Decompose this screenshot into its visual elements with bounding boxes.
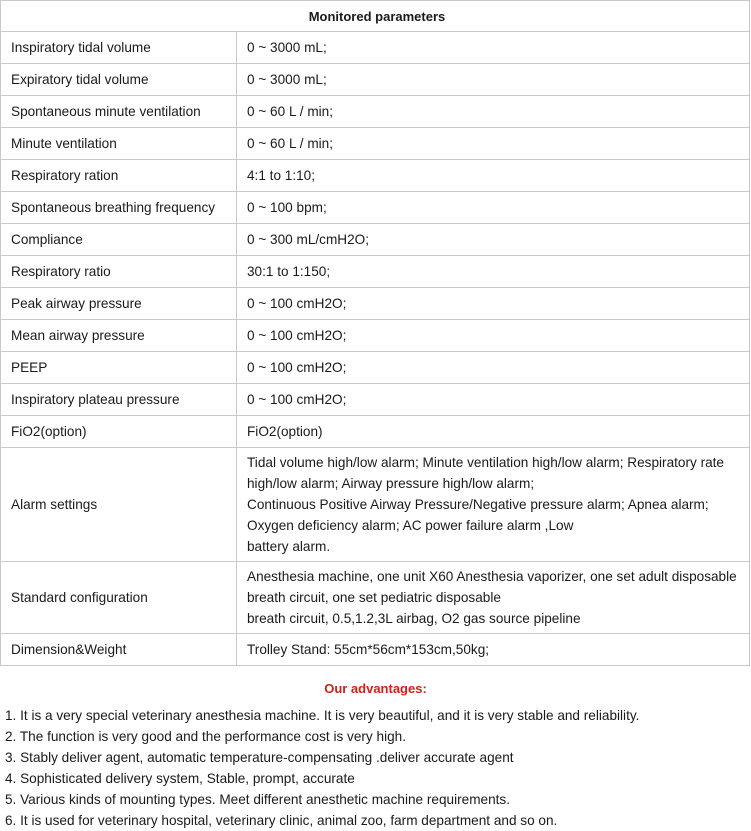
param-label: Peak airway pressure (1, 288, 237, 320)
table-header-row (1, 1, 750, 32)
param-label: Mean airway pressure (1, 320, 237, 352)
param-value: 0 ~ 100 cmH2O; (237, 384, 750, 416)
value-line: Continuous Positive Airway Pressure/Negative pressure alarm; Apnea alarm; (247, 497, 709, 512)
advantages-list (5, 705, 639, 831)
param-value: 0 ~ 100 cmH2O; (237, 288, 750, 320)
param-label: Minute ventilation (1, 128, 237, 160)
list-item: 1. It is a very special veterinary anesthesia machine. It is very beautiful, and it is very stable and reliability. (5, 708, 640, 723)
value-line: Oxygen deficiency alarm; AC power failure alarm ,Low (247, 518, 574, 533)
param-value: 0 ~ 3000 mL; (237, 64, 750, 96)
param-value: 0 ~ 3000 mL; (237, 32, 750, 64)
table-row (1, 224, 750, 256)
param-value: 0 ~ 100 cmH2O; (237, 320, 750, 352)
param-label: Inspiratory tidal volume (1, 32, 237, 64)
param-label: Standard configuration (1, 562, 237, 634)
value-line: Tidal volume high/low alarm; Minute ventilation high/low alarm; Respiratory rate (247, 455, 724, 470)
param-label: Spontaneous breathing frequency (1, 192, 237, 224)
param-label: FiO2(option) (1, 416, 237, 448)
value-line: Anesthesia machine, one unit X60 Anesthesia vaporizer, one set adult disposable (247, 569, 737, 584)
value-line: high/low alarm; Airway pressure high/low alarm; (247, 476, 535, 491)
standard-configuration-value (237, 562, 750, 634)
param-value: 0 ~ 100 bpm; (237, 192, 750, 224)
table-row (1, 416, 750, 448)
table-row (1, 352, 750, 384)
param-label: Inspiratory plateau pressure (1, 384, 237, 416)
table-title: Monitored parameters (1, 1, 750, 32)
param-label: Expiratory tidal volume (1, 64, 237, 96)
table-row (1, 160, 750, 192)
list-item: 2. The function is very good and the performance cost is very high. (5, 729, 406, 744)
param-value: Trolley Stand: 55cm*56cm*153cm,50kg; (237, 634, 750, 666)
dimension-weight-row (1, 634, 750, 666)
list-item: 4. Sophisticated delivery system, Stable, prompt, accurate (5, 771, 355, 786)
param-label: Respiratory ratio (1, 256, 237, 288)
list-item: 6. It is used for veterinary hospital, veterinary clinic, animal zoo, farm department and so on. (5, 813, 558, 828)
list-item: 5. Various kinds of mounting types. Meet different anesthetic machine requirements. (5, 792, 510, 807)
parameter-rows (1, 32, 750, 666)
param-label: Respiratory ration (1, 160, 237, 192)
param-label: Dimension&Weight (1, 634, 237, 666)
alarm-settings-row (1, 448, 750, 562)
value-line: breath circuit, 0.5,1.2,3L airbag, O2 gas source pipeline (247, 611, 581, 626)
list-item: 3. Stably deliver agent, automatic temperature-compensating .deliver accurate agent (5, 750, 514, 765)
alarm-settings-value (237, 448, 750, 562)
table-row (1, 128, 750, 160)
value-line: breath circuit, one set pediatric disposable (247, 590, 501, 605)
standard-configuration-row (1, 562, 750, 634)
param-value: 30:1 to 1:150; (237, 256, 750, 288)
table-row (1, 192, 750, 224)
table-row (1, 288, 750, 320)
param-label: PEEP (1, 352, 237, 384)
table-row (1, 64, 750, 96)
table-row (1, 320, 750, 352)
param-label: Alarm settings (1, 448, 237, 562)
table-row (1, 96, 750, 128)
param-label: Spontaneous minute ventilation (1, 96, 237, 128)
table-row (1, 384, 750, 416)
param-value: 0 ~ 100 cmH2O; (237, 352, 750, 384)
param-value: FiO2(option) (237, 416, 750, 448)
param-value: 4:1 to 1:10; (237, 160, 750, 192)
param-label: Compliance (1, 224, 237, 256)
value-line: battery alarm. (247, 539, 331, 554)
table-row (1, 32, 750, 64)
param-value: 0 ~ 300 mL/cmH2O; (237, 224, 750, 256)
advantages-title: Our advantages: (324, 681, 427, 696)
param-value: 0 ~ 60 L / min; (237, 128, 750, 160)
param-value: 0 ~ 60 L / min; (237, 96, 750, 128)
table-row (1, 256, 750, 288)
